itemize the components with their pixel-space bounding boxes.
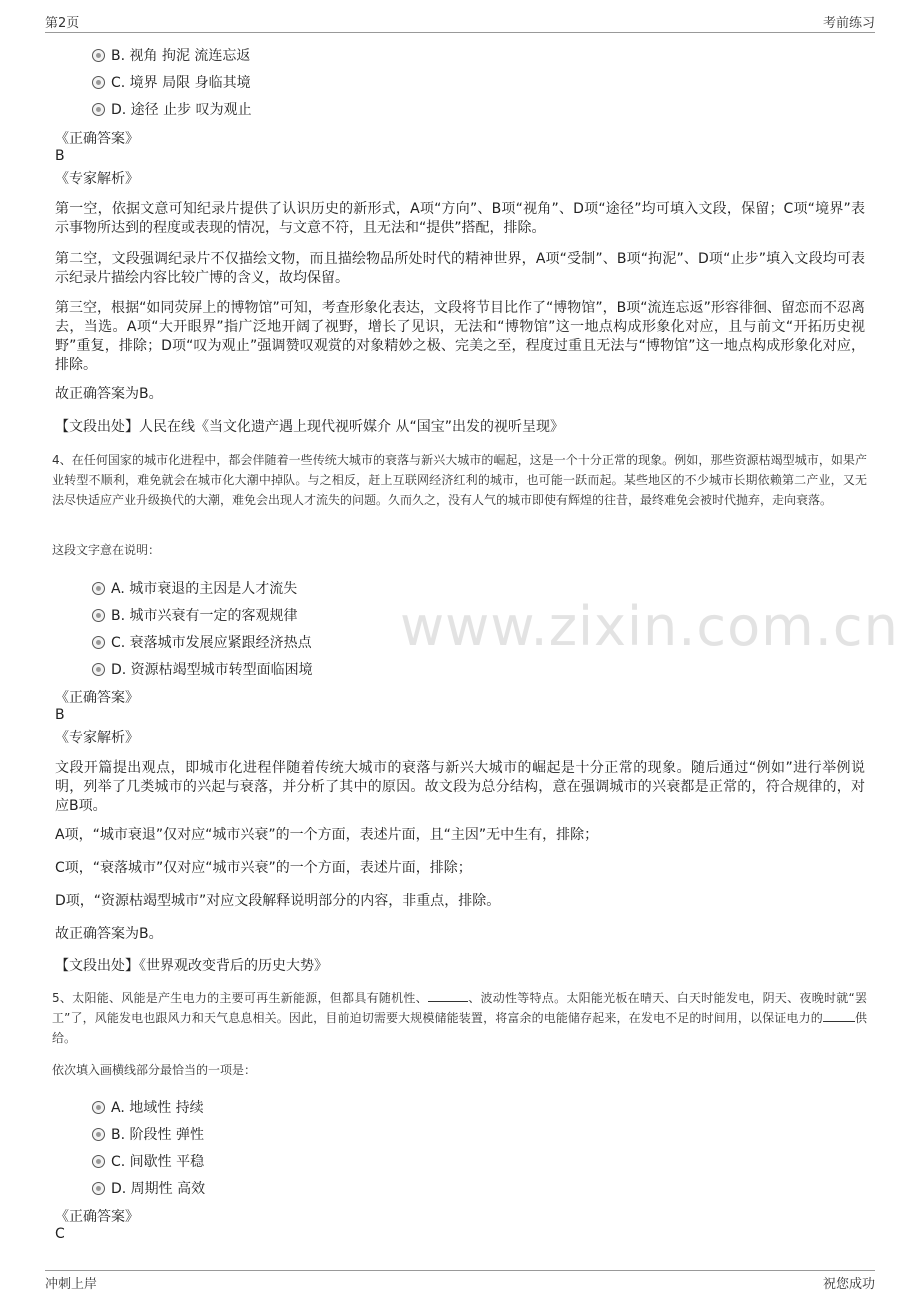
radio-icon[interactable] [92,76,105,89]
option-text: B. 阶段性 弹性 [111,1127,204,1143]
question-text [52,988,867,1048]
page-number: 第2页 [45,16,80,31]
option-text: C. 间歇性 平稳 [111,1154,205,1170]
radio-icon[interactable] [92,103,105,116]
analysis-paragraph: 第三空，根据“如同荧屏上的博物馆”可知，考查形象化表达，文段将节目比作了“博物馆”，B项“流连忘返”形容徘徊、留恋而不忍离去，当选。A项“大开眼界”指广泛地开阔了视野，增长了见识，无法和“博物馆”这一地点构成形象化对应，且与前文“开拓历史视野”重复，排除；D项“叹为观止”强调赞叹观赏的对象精妙之极、完美之至，程度过重且无法与“博物馆”这一地点构成形象化对应，排除。 [55,300,865,373]
answer-value: B [55,707,65,723]
answer-value: B [55,148,65,164]
analysis-paragraph: 文段开篇提出观点，即城市化进程伴随着传统大城市的衰落与新兴大城市的崛起是十分正常的现象。随后通过“例如”进行举例说明，列举了几类城市的兴起与衰落，并分析了其中的原因。故文段为总分结构，意在强调城市的兴衰都是正常的，符合规律的，对应B项。 [55,760,865,814]
q5-option-a[interactable] [92,1097,204,1117]
question-prompt: 依次填入画横线部分最恰当的一项是： [52,1063,257,1077]
q3-option-d[interactable] [92,99,252,119]
analysis-paragraph: 第一空，依据文意可知纪录片提供了认识历史的新形式，A项“方向”、B项“视角”、D项“途径”均可填入文段，保留；C项“境界”表示事物所达到的程度或表现的情况，与文意不符，且无法和“提供”搭配，排除。 [55,201,865,236]
option-text: C. 衰落城市发展应紧跟经济热点 [111,635,312,651]
radio-icon[interactable] [92,1182,105,1195]
q4-option-b[interactable] [92,605,298,625]
analysis-label: 《专家解析》 [55,171,139,187]
q4-option-d[interactable] [92,659,313,679]
watermark: www.zixin.com.cn [400,595,899,658]
source-citation: 【文段出处】人民在线《当文化遗产遇上现代视听媒介 从“国宝”出发的视听呈现》 [55,419,564,435]
option-text: D. 途径 止步 叹为观止 [111,102,252,118]
q4-option-a[interactable] [92,578,297,598]
question-text: 4、在任何国家的城市化进程中，都会伴随着一些传统大城市的衰落与新兴大城市的崛起，这是一个十分正常的现象。例如，那些资源枯竭型城市，如果产业转型不顺利，难免就会在城市化大潮中掉队。与之相反，赶上互联网经济红利的城市，也可能一跃而起。某些地区的不少城市长期依赖第二产业，又无法尽快适应产业升级换代的大潮，难免会出现人才流失的问题。久而久之，没有人气的城市即使有辉煌的往昔，最终难免会被时代抛弃，走向衰落。 [52,453,867,507]
analysis-paragraph: A项，“城市衰退”仅对应“城市兴衰”的一个方面，表述片面，且“主因”无中生有，排除； [55,827,599,843]
radio-icon[interactable] [92,636,105,649]
answer-label: 《正确答案》 [55,131,139,147]
q3-option-b[interactable] [92,45,250,65]
q5-option-c[interactable] [92,1151,204,1171]
question-part: 供给。 [52,1011,867,1045]
radio-icon[interactable] [92,1128,105,1141]
analysis-conclusion: 故正确答案为B。 [55,386,163,402]
option-text: A. 城市衰退的主因是人才流失 [111,581,298,597]
option-text: B. 视角 拘泥 流连忘返 [111,48,251,64]
radio-icon[interactable] [92,1155,105,1168]
analysis-paragraph: C项，“衰落城市”仅对应“城市兴衰”的一个方面，表述片面，排除； [55,860,472,876]
fill-blank [823,1009,855,1022]
option-text: C. 境界 局限 身临其境 [111,75,251,91]
source-citation: 【文段出处】《世界观改变背后的历史大势》 [55,958,328,974]
footer-right: 祝您成功 [822,1277,875,1292]
question-part: 、波动性等特点。太阳能光板在晴天、白天时能发电，阴天、夜晚时就“罢工”了，风能发电也跟风力和天气息息相关。因此，目前迫切需要大规模储能装置，将富余的电能储存起来，在发电不足的时间用，以保证电力的 [52,991,867,1025]
analysis-conclusion: 故正确答案为B。 [55,926,163,942]
option-text: D. 周期性 高效 [111,1181,206,1197]
radio-icon[interactable] [92,1101,105,1114]
q4-option-c[interactable] [92,632,312,652]
page-header [45,12,875,33]
radio-icon[interactable] [92,609,105,622]
page-footer [45,1270,875,1293]
q3-option-c[interactable] [92,72,251,92]
analysis-paragraph: 第二空，文段强调纪录片不仅描绘文物，而且描绘物品所处时代的精神世界，A项“受制”、B项“拘泥”、D项“止步”填入文段均可表示纪录片描绘内容比较广博的含义，故均保留。 [55,251,865,286]
question-prompt: 这段文字意在说明： [52,543,161,557]
answer-value: C [55,1226,65,1242]
q5-option-b[interactable] [92,1124,204,1144]
answer-label: 《正确答案》 [55,690,139,706]
answer-label: 《正确答案》 [55,1209,139,1225]
radio-icon[interactable] [92,663,105,676]
header-title: 考前练习 [822,16,875,31]
q5-option-d[interactable] [92,1178,205,1198]
fill-blank [428,989,468,1002]
option-text: D. 资源枯竭型城市转型面临困境 [111,662,313,678]
footer-left: 冲刺上岸 [45,1277,98,1292]
analysis-label: 《专家解析》 [55,730,139,746]
question-part: 5、太阳能、风能是产生电力的主要可再生新能源，但都具有随机性、 [52,991,428,1005]
radio-icon[interactable] [92,582,105,595]
option-text: A. 地域性 持续 [111,1100,204,1116]
analysis-paragraph: D项，“资源枯竭型城市”对应文段解释说明部分的内容，非重点，排除。 [55,893,501,909]
radio-icon[interactable] [92,49,105,62]
option-text: B. 城市兴衰有一定的客观规律 [111,608,298,624]
